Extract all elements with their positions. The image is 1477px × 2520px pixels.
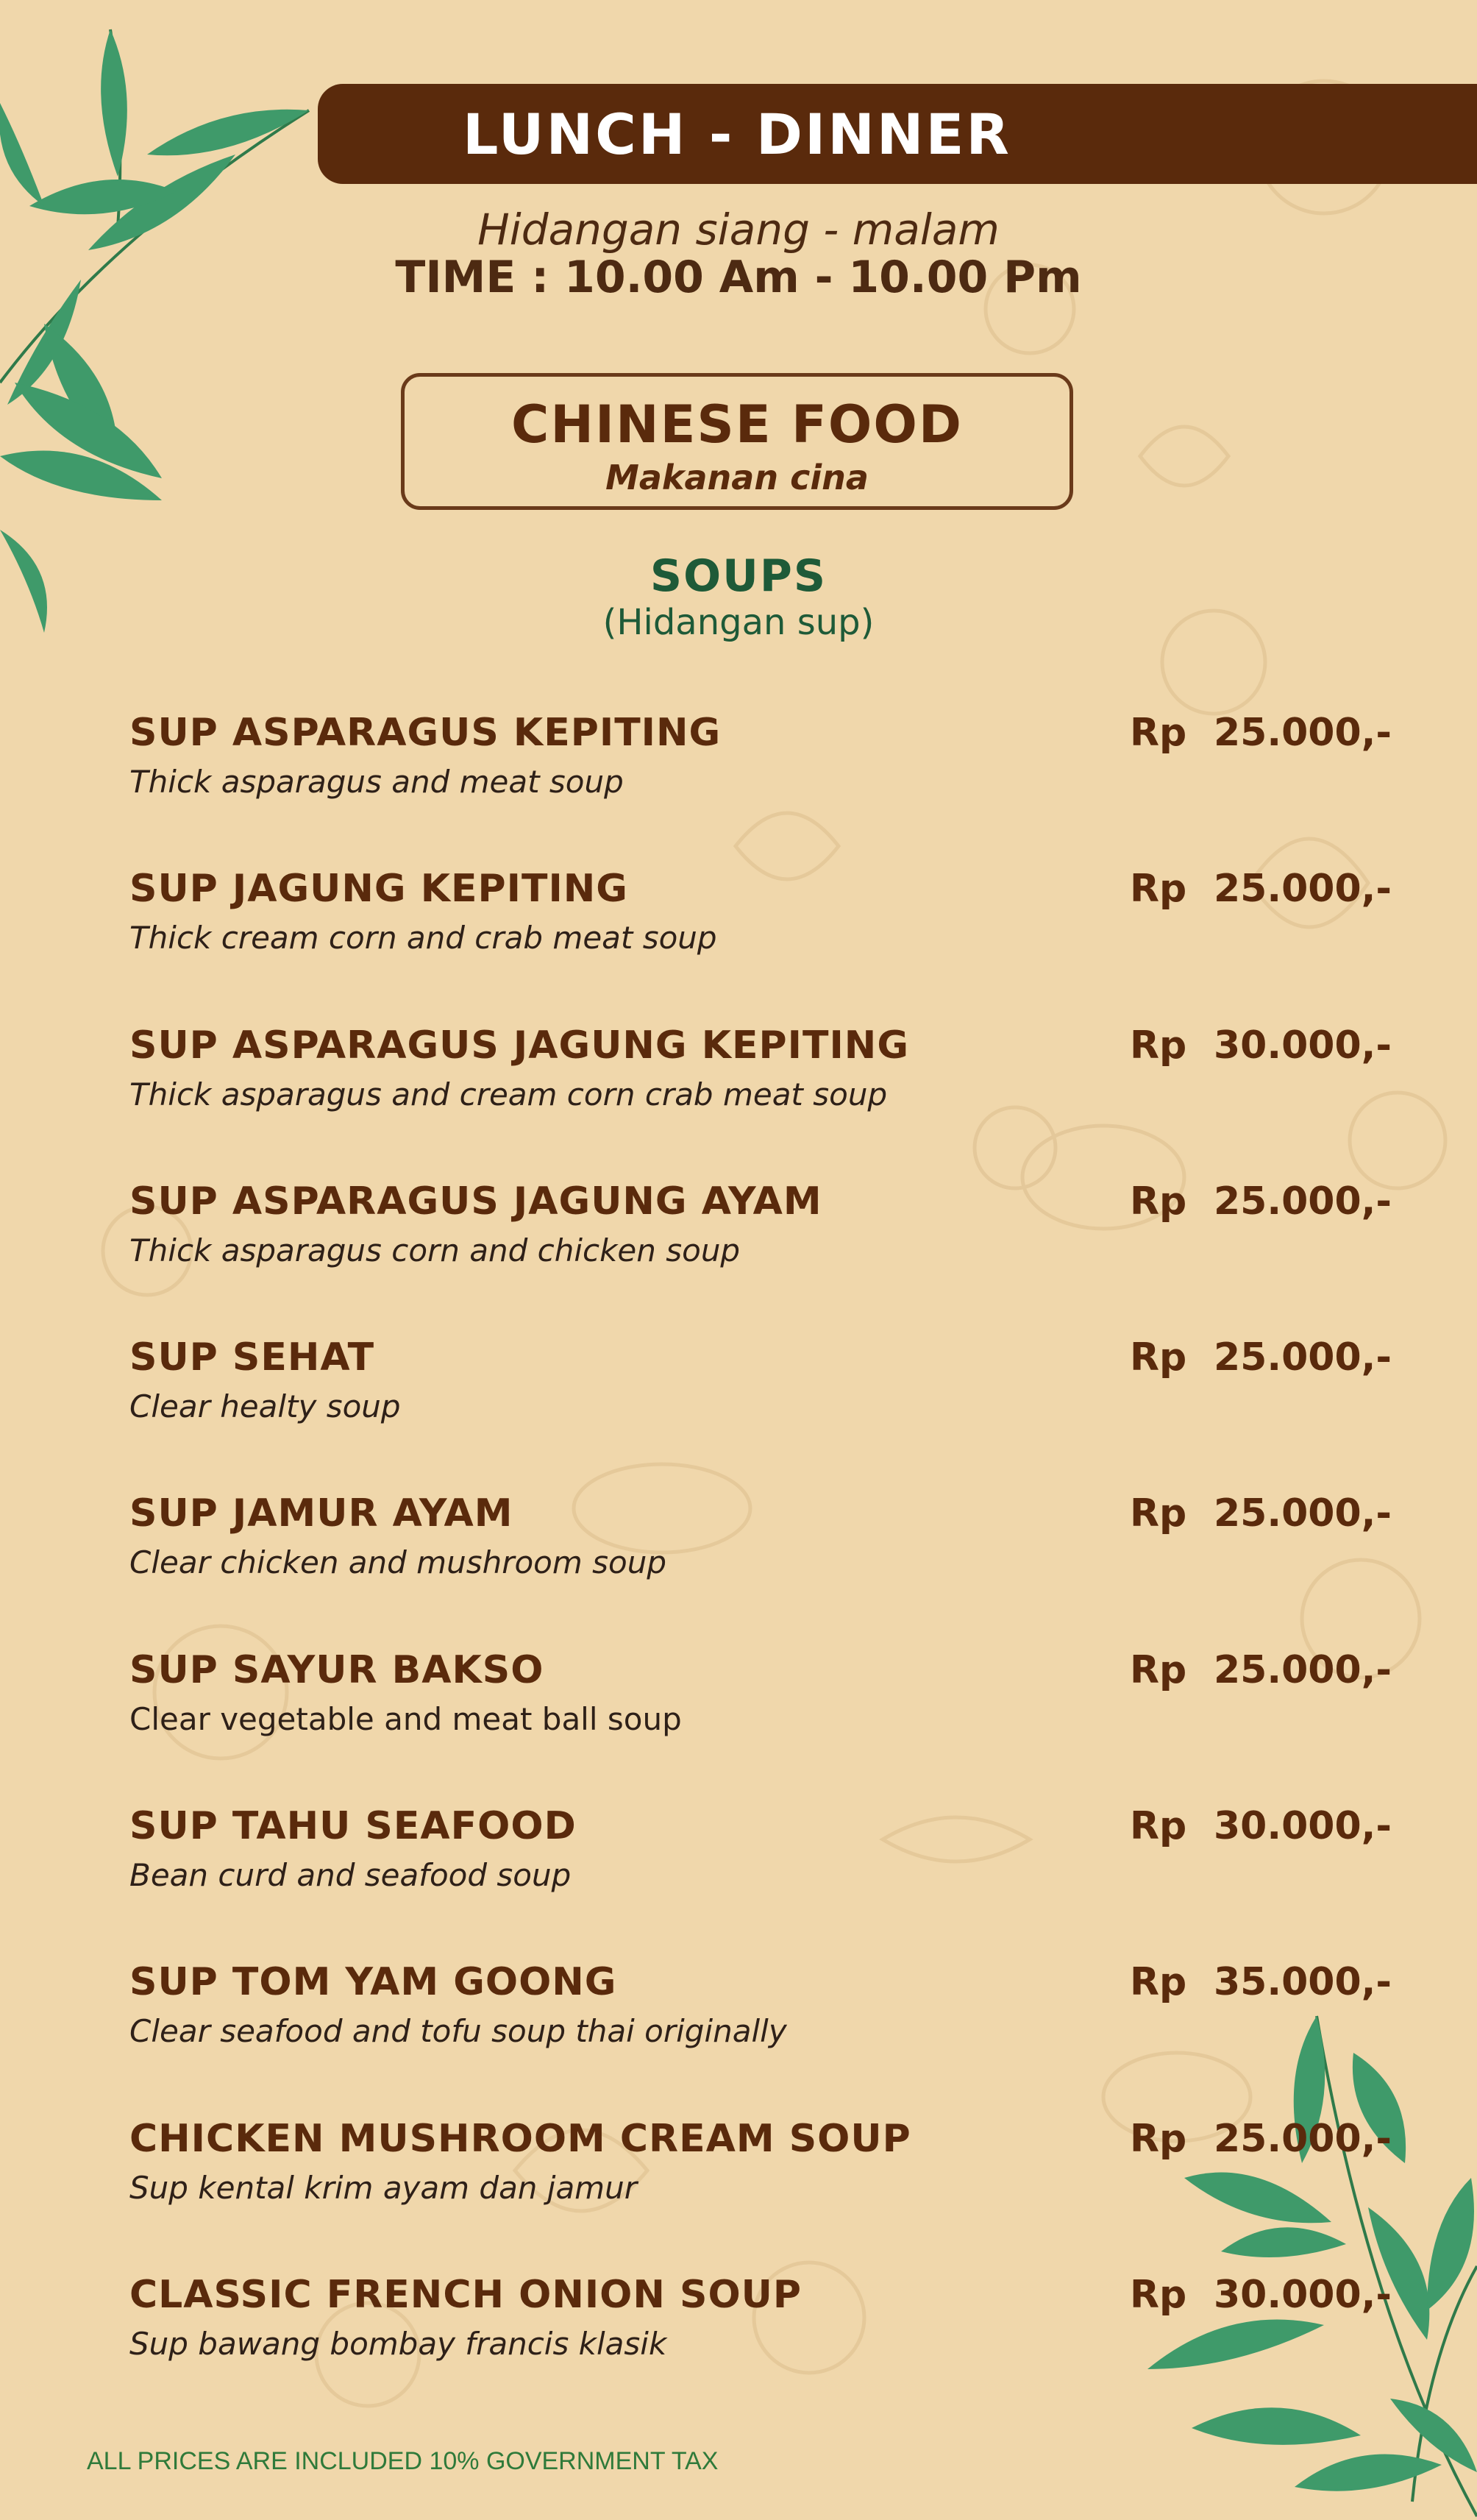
item-price: 25.000,- <box>1214 2117 1392 2161</box>
item-description: Clear vegetable and meat ball soup <box>129 1701 682 1737</box>
section-title: SOUPS <box>649 550 828 602</box>
item-name: CHICKEN MUSHROOM CREAM SOUP <box>129 2117 911 2161</box>
item-description: Thick asparagus and cream corn crab meat soup <box>129 1076 888 1112</box>
category-box <box>401 373 1073 510</box>
item-name: SUP TAHU SEAFOOD <box>129 1804 577 1848</box>
item-currency: Rp <box>1130 1023 1187 1068</box>
item-name: CLASSIC FRENCH ONION SOUP <box>129 2273 802 2317</box>
item-description: Sup bawang bombay francis klasik <box>129 2326 667 2362</box>
menu-item <box>129 1491 1395 1602</box>
item-price: 25.000,- <box>1214 1491 1392 1536</box>
item-name: SUP ASPARAGUS KEPITING <box>129 711 722 755</box>
item-description: Bean curd and seafood soup <box>129 1857 572 1893</box>
item-name: SUP JAMUR AYAM <box>129 1491 513 1536</box>
item-price: 25.000,- <box>1214 1179 1392 1224</box>
item-description: Sup kental krim ayam dan jamur <box>129 2170 637 2206</box>
item-price: 25.000,- <box>1214 867 1392 911</box>
menu-item <box>129 1804 1395 1914</box>
item-currency: Rp <box>1130 1335 1187 1380</box>
item-currency: Rp <box>1130 867 1187 911</box>
item-name: SUP SAYUR BAKSO <box>129 1648 544 1692</box>
item-description: Thick cream corn and crab meat soup <box>129 920 717 956</box>
item-currency: Rp <box>1130 1179 1187 1224</box>
item-currency: Rp <box>1130 711 1187 755</box>
item-price: 35.000,- <box>1214 1960 1392 2004</box>
menu-item <box>129 711 1395 821</box>
item-description: Clear healty soup <box>129 1388 401 1424</box>
item-description: Clear seafood and tofu soup thai originally <box>129 2013 787 2049</box>
menu-item <box>129 2117 1395 2227</box>
item-description: Clear chicken and mushroom soup <box>129 1544 666 1580</box>
menu-item <box>129 2273 1395 2383</box>
item-currency: Rp <box>1130 1804 1187 1848</box>
item-currency: Rp <box>1130 2117 1187 2161</box>
item-currency: Rp <box>1130 1648 1187 1692</box>
section-subtitle: (Hidangan sup) <box>602 602 875 643</box>
menu-item <box>129 867 1395 977</box>
item-price: 25.000,- <box>1214 1335 1392 1380</box>
item-name: SUP ASPARAGUS JAGUNG KEPITING <box>129 1023 910 1068</box>
menu-item <box>129 1023 1395 1134</box>
item-currency: Rp <box>1130 1960 1187 2004</box>
category-title: CHINESE FOOD <box>511 394 963 455</box>
item-price: 25.000,- <box>1214 1648 1392 1692</box>
menu-item <box>129 1179 1395 1290</box>
item-description: Thick asparagus corn and chicken soup <box>129 1232 741 1268</box>
menu-item <box>129 1335 1395 1446</box>
item-name: SUP TOM YAM GOONG <box>129 1960 617 2004</box>
item-price: 30.000,- <box>1214 1804 1392 1848</box>
menu-item <box>129 1648 1395 1758</box>
item-currency: Rp <box>1130 1491 1187 1536</box>
service-hours: TIME : 10.00 Am - 10.00 Pm <box>395 252 1082 303</box>
item-description: Thick asparagus and meat soup <box>129 764 624 800</box>
item-currency: Rp <box>1130 2273 1187 2317</box>
tax-note: ALL PRICES ARE INCLUDED 10% GOVERNMENT TAX <box>87 2447 719 2475</box>
menu-item <box>129 1960 1395 2070</box>
item-name: SUP JAGUNG KEPITING <box>129 867 628 911</box>
item-name: SUP SEHAT <box>129 1335 375 1380</box>
item-name: SUP ASPARAGUS JAGUNG AYAM <box>129 1179 822 1224</box>
page-title: LUNCH - DINNER <box>463 101 1011 167</box>
page-subtitle: Hidangan siang - malam <box>477 205 1000 255</box>
item-price: 30.000,- <box>1214 1023 1392 1068</box>
category-subtitle: Makanan cina <box>605 458 869 497</box>
item-price: 30.000,- <box>1214 2273 1392 2317</box>
item-price: 25.000,- <box>1214 711 1392 755</box>
